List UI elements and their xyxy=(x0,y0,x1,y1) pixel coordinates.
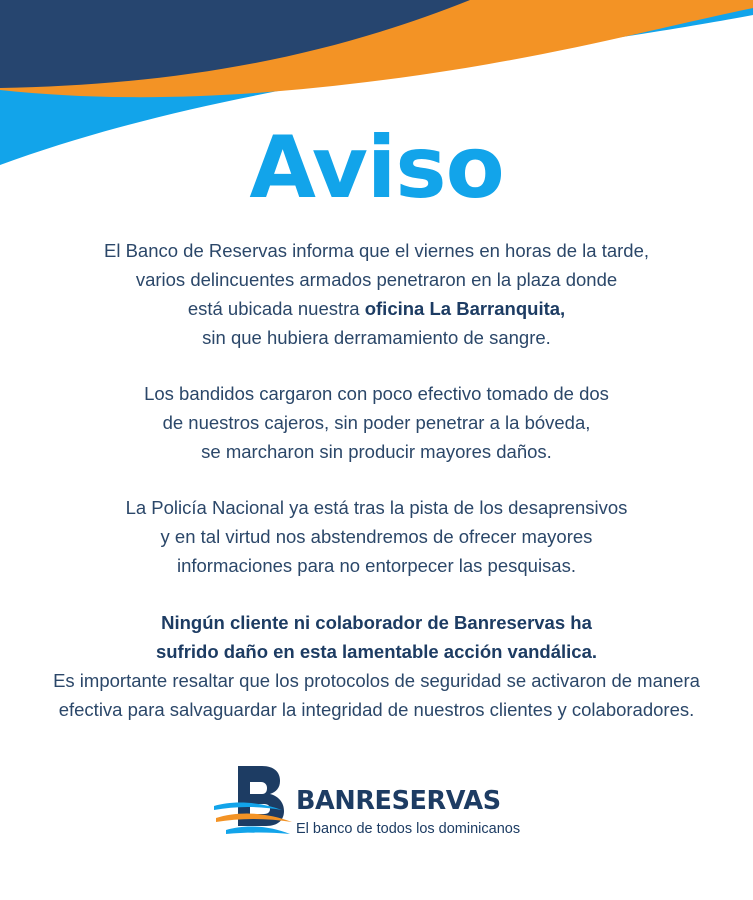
paragraph-1-line-2: varios delincuentes armados penetraron en la plaza donde xyxy=(135,269,618,290)
paragraph-3-line-1: La Policía Nacional ya está tras la pista de los desaprensivos xyxy=(125,497,628,518)
notice-title: Aviso xyxy=(249,118,504,218)
banreservas-logo xyxy=(212,760,542,850)
office-name-highlight: oficina La Barranquita, xyxy=(364,298,566,319)
logo-tagline: El banco de todos los dominicanos xyxy=(296,821,521,837)
paragraph-2-line-2: de nuestros cajeros, sin poder penetrar a la bóveda, xyxy=(162,412,591,433)
paragraph-4-line-4: efectiva para salvaguardar la integridad de nuestros clientes y colaboradores. xyxy=(58,699,695,720)
paragraph-3-line-2: y en tal virtud nos abstendremos de ofrecer mayores xyxy=(160,526,593,547)
paragraph-4-bold-line-2: sufrido daño en esta lamentable acción vandálica. xyxy=(155,641,598,662)
paragraph-1-line-1: El Banco de Reservas informa que el viernes en horas de la tarde, xyxy=(103,240,650,261)
paragraph-4-line-3: Es importante resaltar que los protocolos de seguridad se activaron de manera xyxy=(53,670,700,691)
paragraph-3-line-3: informaciones para no entorpecer las pesquisas. xyxy=(176,555,576,576)
notice-paragraph-1 xyxy=(20,236,733,352)
notice-paragraph-3 xyxy=(20,493,733,580)
paragraph-2-line-1: Los bandidos cargaron con poco efectivo tomado de dos xyxy=(144,383,609,404)
paragraph-1-line-3 xyxy=(20,294,733,323)
logo-wordmark: BANRESERVAS xyxy=(296,786,501,816)
paragraph-4-bold-line-1: Ningún cliente ni colaborador de Banreservas ha xyxy=(161,612,592,633)
banreservas-b-logo-icon xyxy=(212,760,294,844)
notice-paragraph-4 xyxy=(20,608,733,724)
paragraph-1-line-4: sin que hubiera derramamiento de sangre. xyxy=(202,327,551,348)
paragraph-1-line-3-text: está ubicada nuestra xyxy=(187,298,365,319)
notice-paragraph-2 xyxy=(20,379,733,466)
paragraph-2-line-3: se marcharon sin producir mayores daños. xyxy=(201,441,552,462)
